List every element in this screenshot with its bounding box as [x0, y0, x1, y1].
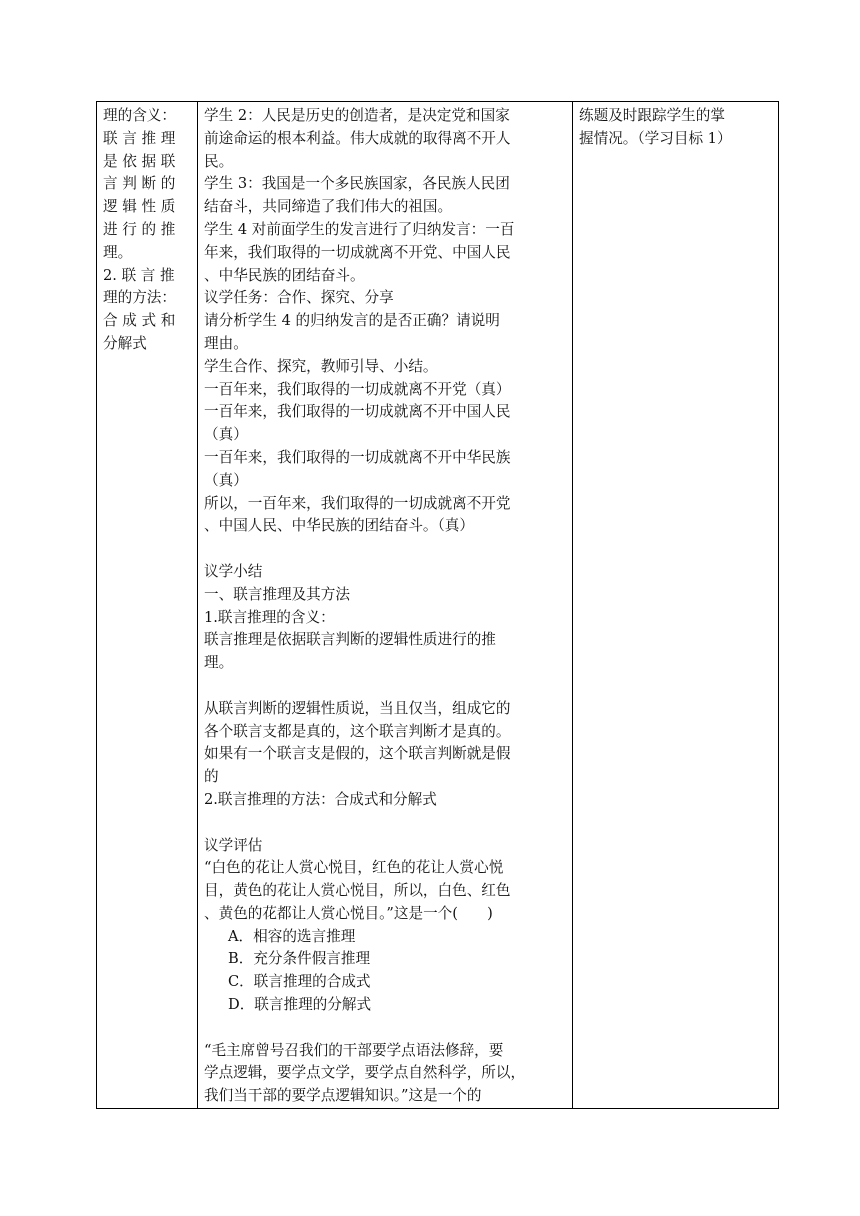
activity-line: 学点逻辑，要学点文学，要学点自然科学，所以， [204, 1064, 526, 1082]
design-intent-line: 练题及时跟踪学生的掌 [579, 107, 725, 124]
activity-line: 前途命运的根本利益。伟大成就的取得离不开人 [204, 129, 511, 147]
activity-line: 的 [204, 768, 219, 786]
activity-line: 结奋斗，共同缔造了我们伟大的祖国。 [204, 198, 453, 216]
objective-line: 是 依 据 联 [103, 152, 176, 170]
activity-line: 一、联言推理及其方法 [204, 585, 350, 603]
activity-line: 1.联言推理的含义： [204, 608, 335, 626]
objectives-cell [97, 102, 198, 1109]
activity-line: 目，黄色的花让人赏心悦目，所以，白色、红色 [204, 882, 511, 900]
answer-option: D．联言推理的分解式 [228, 996, 372, 1014]
blank-line [204, 1017, 566, 1040]
activity-line: “白色的花让人赏心悦目，红色的花让人赏心悦 [204, 859, 504, 877]
activity-line: 民。 [204, 152, 234, 170]
objective-line: 分解式 [103, 334, 147, 352]
objective-line: 进 行 的 推 [103, 220, 176, 238]
objectives-text [97, 102, 197, 356]
activity-line: 一百年来，我们取得的一切成就离不开中国人民 [204, 403, 511, 421]
objective-line: 2. 联 言 推 [103, 266, 175, 284]
objective-line: 合 成 式 和 [103, 312, 176, 330]
activity-line: 学生合作、探究，教师引导、小结。 [204, 357, 438, 375]
objective-line: 理的含义： [103, 107, 176, 124]
objective-line: 逻 辑 性 质 [103, 198, 176, 216]
lesson-plan-table [96, 101, 779, 1109]
activity-line: （真） [204, 426, 248, 444]
activity-line: 从联言判断的逻辑性质说，当且仅当，组成它的 [204, 699, 511, 717]
answer-option: B．充分条件假言推理 [228, 950, 371, 968]
activity-line: 我们当干部的要学点逻辑知识。”这是一个的 [204, 1087, 482, 1105]
activities-text [198, 102, 572, 1108]
objective-line: 言 判 断 的 [103, 175, 176, 193]
activity-line: 理由。 [204, 334, 248, 352]
activity-line: 2.联言推理的方法：合成式和分解式 [204, 790, 437, 808]
objective-line: 联 言 推 理 [103, 129, 176, 147]
blank-line [204, 675, 566, 698]
activity-line: 议学评估 [204, 836, 263, 854]
activity-line: 议学小结 [204, 562, 263, 580]
activity-line: 学生 3：我国是一个多民族国家，各民族人民团 [204, 175, 510, 193]
design-intent-text [573, 102, 778, 151]
activity-line: 、中华民族的团结奋斗。 [204, 266, 365, 284]
answer-option: A．相容的选言推理 [228, 927, 356, 945]
activity-line: 、中国人民、中华民族的团结奋斗。（真） [204, 517, 474, 535]
activity-line: 所以，一百年来，我们取得的一切成就离不开党 [204, 494, 511, 512]
activity-line: 如果有一个联言支是假的，这个联言判断就是假 [204, 745, 511, 763]
design-intent-line: 握情况。（学习目标 1） [579, 129, 732, 147]
answer-option: C．联言推理的合成式 [228, 973, 371, 991]
activity-line: 联言推理是依据联言判断的逻辑性质进行的推 [204, 631, 496, 649]
activity-line: “毛主席曾号召我们的干部要学点语法修辞，要 [204, 1041, 504, 1059]
activity-line: 年来，我们取得的一切成就离不开党、中国人民 [204, 243, 511, 261]
activity-line: 、黄色的花都让人赏心悦目。”这是一个( ) [204, 904, 493, 922]
objective-line: 理。 [103, 243, 133, 261]
activity-line: （真） [204, 471, 248, 489]
activity-line: 请分析学生 4 的归纳发言的是否正确？请说明 [204, 312, 500, 330]
activity-line: 一百年来，我们取得的一切成就离不开党（真） [204, 380, 511, 398]
blank-line [204, 812, 566, 835]
objective-line: 理的方法： [103, 289, 176, 307]
table-row [97, 102, 779, 1109]
activity-line: 各个联言支都是真的，这个联言判断才是真的。 [204, 722, 511, 740]
blank-line [204, 538, 566, 561]
activities-cell [198, 102, 573, 1109]
activity-line: 议学任务：合作、探究、分享 [204, 289, 394, 307]
activity-line: 学生 4 对前面学生的发言进行了归纳发言：一百 [204, 220, 515, 238]
activity-line: 学生 2：人民是历史的创造者，是决定党和国家 [204, 107, 510, 124]
design-intent-cell [573, 102, 779, 1109]
activity-line: 理。 [204, 654, 234, 672]
activity-line: 一百年来，我们取得的一切成就离不开中华民族 [204, 448, 511, 466]
